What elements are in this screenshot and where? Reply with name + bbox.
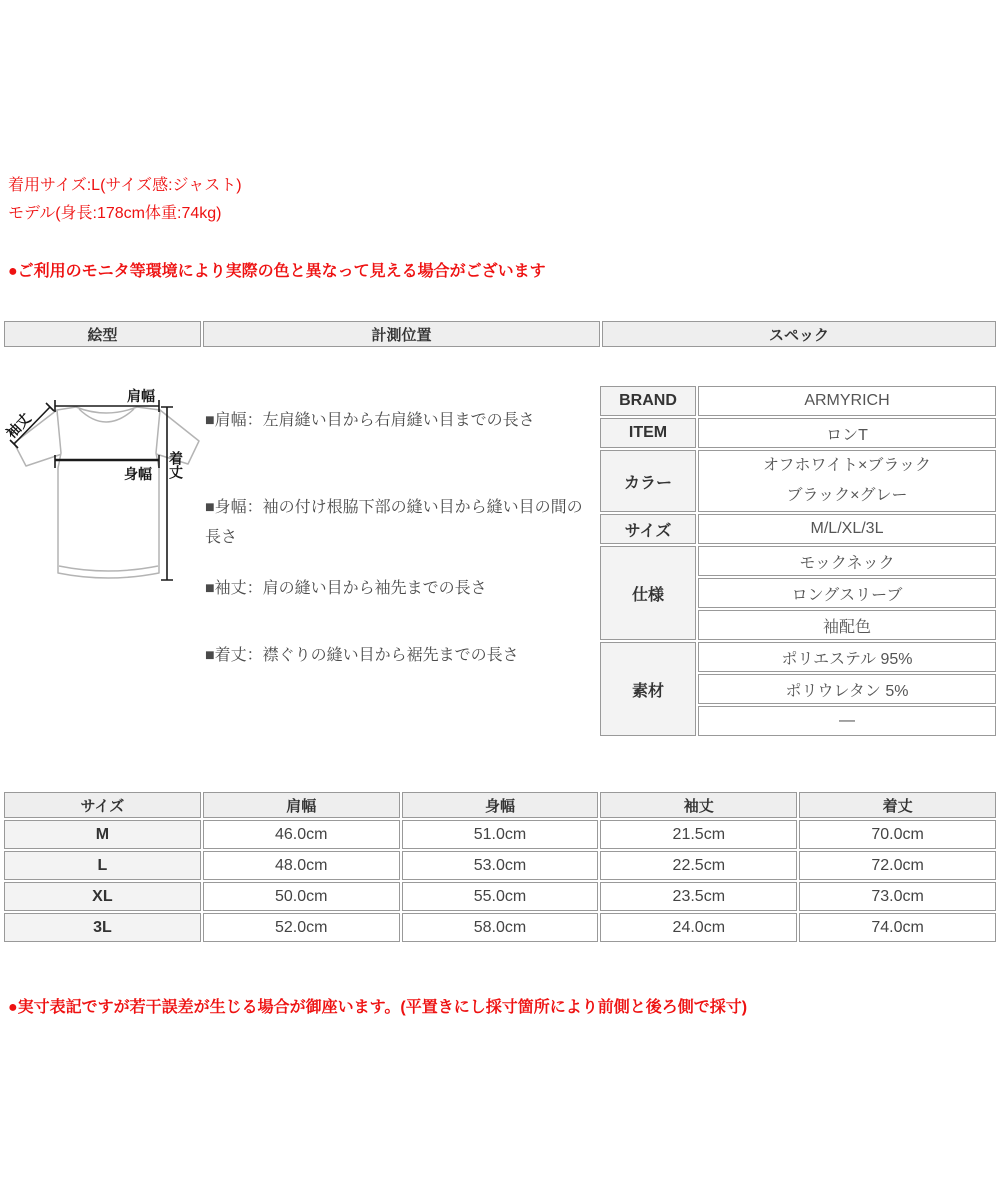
- guide-shoulder-width: ■肩幅：左肩縫い目から右肩縫い目までの長さ: [205, 412, 535, 429]
- spec-value-brand: ARMYRICH: [698, 386, 996, 416]
- tshirt-diagram-svg: [0, 383, 200, 597]
- tshirt-measurement-diagram: [0, 383, 200, 597]
- spec-row-item: [600, 418, 996, 448]
- size-chart-header-shoulder: 肩幅: [203, 792, 400, 818]
- header-cell-spec: スペック: [602, 321, 996, 347]
- size-cell-value: 51.0cm: [402, 820, 599, 849]
- spec-value-material-1: ポリエステル 95%: [698, 642, 996, 672]
- wearing-size-info: [8, 172, 242, 228]
- size-chart-row-m: [4, 820, 996, 849]
- size-cell-value: 53.0cm: [402, 851, 599, 880]
- spec-row-material-1: [600, 642, 996, 672]
- size-cell-value: 74.0cm: [799, 913, 996, 942]
- size-chart-header-size: サイズ: [4, 792, 201, 818]
- spec-label-material: 素材: [600, 642, 696, 736]
- tshirt-outline: [14, 407, 199, 578]
- size-chart-header-body: 身幅: [402, 792, 599, 818]
- spec-color-line2: ブラック×グレー: [786, 487, 908, 504]
- spec-table: [598, 384, 998, 738]
- header-cell-measure-position: 計測位置: [203, 321, 600, 347]
- spec-row-brand: [600, 386, 996, 416]
- size-cell-name: L: [4, 851, 201, 880]
- section-header-bar: [2, 319, 998, 349]
- spec-value-feature-2: ロングスリーブ: [698, 578, 996, 608]
- guide-body-width: ■身幅：袖の付け根脇下部の縫い目から縫い目の間の長さ: [205, 499, 583, 546]
- spec-label-size: サイズ: [600, 514, 696, 544]
- wearing-size-line: 着用サイズ:L(サイズ感:ジャスト): [8, 177, 242, 194]
- monitor-color-note: ●ご利用のモニタ等環境により実際の色と異なって見える場合がございます: [8, 263, 546, 280]
- size-cell-value: 50.0cm: [203, 882, 400, 911]
- guide-total-length: ■着丈：襟ぐりの縫い目から裾先までの長さ: [205, 647, 519, 664]
- diagram-label-body-width: 身幅: [124, 466, 152, 482]
- size-cell-value: 55.0cm: [402, 882, 599, 911]
- size-chart-row-3l: [4, 913, 996, 942]
- size-cell-name: M: [4, 820, 201, 849]
- model-info-line: モデル(身長:178cm体重:74kg): [8, 205, 222, 222]
- size-cell-value: 58.0cm: [402, 913, 599, 942]
- size-cell-value: 22.5cm: [600, 851, 797, 880]
- spec-value-size: M/L/XL/3L: [698, 514, 996, 544]
- size-cell-value: 48.0cm: [203, 851, 400, 880]
- spec-color-line1: オフホワイト×ブラック: [762, 457, 932, 474]
- size-chart-header-length: 着丈: [799, 792, 996, 818]
- size-chart-row-l: [4, 851, 996, 880]
- spec-value-feature-3: 袖配色: [698, 610, 996, 640]
- spec-row-size: [600, 514, 996, 544]
- size-cell-value: 23.5cm: [600, 882, 797, 911]
- diagram-label-total-length: 着丈: [168, 451, 184, 479]
- spec-label-color: カラー: [600, 450, 696, 512]
- spec-value-item: ロンT: [698, 418, 996, 448]
- size-chart-table: [2, 790, 998, 944]
- spec-value-feature-1: モックネック: [698, 546, 996, 576]
- size-cell-value: 72.0cm: [799, 851, 996, 880]
- spec-row-feature-1: [600, 546, 996, 576]
- guide-sleeve-length: ■袖丈：肩の縫い目から袖先までの長さ: [205, 580, 487, 597]
- size-cell-value: 24.0cm: [600, 913, 797, 942]
- size-cell-value: 21.5cm: [600, 820, 797, 849]
- size-cell-value: 52.0cm: [203, 913, 400, 942]
- spec-value-material-2: ポリウレタン 5%: [698, 674, 996, 704]
- header-cell-drawing: 絵型: [4, 321, 201, 347]
- spec-row-color: [600, 450, 996, 512]
- diagram-label-sleeve-length: 袖丈: [2, 409, 34, 442]
- spec-value-material-3: —: [698, 706, 996, 736]
- spec-label-feature: 仕様: [600, 546, 696, 640]
- spec-label-item: ITEM: [600, 418, 696, 448]
- size-cell-name: 3L: [4, 913, 201, 942]
- size-chart-row-xl: [4, 882, 996, 911]
- size-cell-value: 73.0cm: [799, 882, 996, 911]
- size-cell-value: 46.0cm: [203, 820, 400, 849]
- diagram-label-shoulder-width: 肩幅: [127, 388, 155, 404]
- spec-value-color: [698, 450, 996, 512]
- size-cell-value: 70.0cm: [799, 820, 996, 849]
- size-chart-header-row: [4, 792, 996, 818]
- size-cell-name: XL: [4, 882, 201, 911]
- size-chart-header-sleeve: 袖丈: [600, 792, 797, 818]
- measurement-disclaimer-note: ●実寸表記ですが若干誤差が生じる場合が御座います。(平置きにし採寸箇所により前側と後ろ側で採寸): [8, 999, 748, 1016]
- spec-label-brand: BRAND: [600, 386, 696, 416]
